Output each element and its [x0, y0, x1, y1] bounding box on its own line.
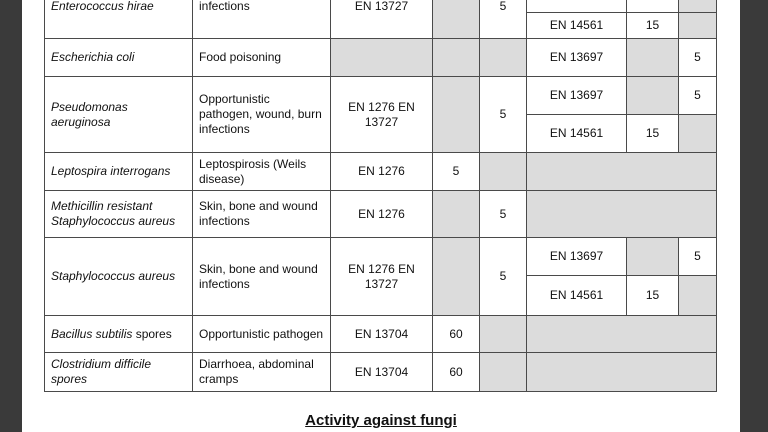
document-page	[22, 0, 740, 432]
table-row	[45, 153, 717, 191]
disease-cell: Opportunistic pathogen, wound, burn infections	[193, 77, 331, 153]
disease-cell: Skin, bone and wound infections	[193, 238, 331, 316]
value-cell-2	[480, 39, 527, 77]
value-cell-1: 60	[433, 353, 480, 392]
table-row	[45, 353, 717, 392]
standard-cell: EN 1276	[331, 153, 433, 191]
sub-area	[527, 153, 717, 191]
sub-standard-cell: EN 14561	[527, 276, 627, 316]
standard-cell: EN 13704	[331, 353, 433, 392]
value-cell-2: 5	[480, 191, 527, 238]
sub-value-cell	[627, 0, 679, 13]
value-cell-2: 5	[480, 77, 527, 153]
sub-area	[527, 191, 717, 238]
sub-standard-cell: EN 13697	[527, 39, 627, 77]
organism-cell: Enterococcus hirae	[45, 0, 193, 39]
value-cell-2: 5	[480, 0, 527, 39]
value-cell-2	[480, 316, 527, 353]
sub-value-cell: 15	[627, 115, 679, 153]
activity-table	[44, 0, 717, 392]
value-cell-1	[433, 77, 480, 153]
value-cell-1	[433, 238, 480, 316]
value-cell-1	[433, 0, 480, 39]
sub-value-cell: 15	[627, 276, 679, 316]
sub-value-cell-3	[679, 0, 717, 13]
value-cell-2	[480, 153, 527, 191]
section-heading: Activity against fungi	[305, 412, 457, 429]
disease-cell: infections	[193, 0, 331, 39]
standard-cell: EN 1276	[331, 191, 433, 238]
table-row	[45, 238, 717, 276]
value-cell-1	[433, 191, 480, 238]
organism-cell: Clostridium difficile spores	[45, 353, 193, 392]
value-cell-2	[480, 353, 527, 392]
sub-value-cell: 15	[627, 13, 679, 39]
disease-cell: Diarrhoea, abdominal cramps	[193, 353, 331, 392]
sub-value-cell-3: 5	[679, 77, 717, 115]
table-row	[45, 39, 717, 77]
sub-area	[527, 316, 717, 353]
organism-cell: Pseudomonas aeruginosa	[45, 77, 193, 153]
table-row	[45, 316, 717, 353]
organism-cell: Staphylococcus aureus	[45, 238, 193, 316]
value-cell-2: 5	[480, 238, 527, 316]
table-row	[45, 0, 717, 13]
organism-cell: Escherichia coli	[45, 39, 193, 77]
organism-cell: Leptospira interrogans	[45, 153, 193, 191]
value-cell-1	[433, 39, 480, 77]
sub-value-cell	[627, 77, 679, 115]
standard-cell	[331, 39, 433, 77]
disease-cell: Opportunistic pathogen	[193, 316, 331, 353]
disease-cell: Food poisoning	[193, 39, 331, 77]
value-cell-1: 5	[433, 153, 480, 191]
sub-value-cell	[627, 39, 679, 77]
standard-cell: EN 13704	[331, 316, 433, 353]
sub-standard-cell: EN 14561	[527, 13, 627, 39]
disease-cell: Skin, bone and wound infections	[193, 191, 331, 238]
sub-standard-cell	[527, 0, 627, 13]
sub-value-cell-3	[679, 13, 717, 39]
standard-cell: EN 13727	[331, 0, 433, 39]
sub-value-cell-3	[679, 115, 717, 153]
organism-name-suffix: spores	[132, 326, 172, 341]
value-cell-1: 60	[433, 316, 480, 353]
sub-standard-cell: EN 13697	[527, 77, 627, 115]
standard-cell: EN 1276 EN 13727	[331, 77, 433, 153]
table-row	[45, 191, 717, 238]
sub-value-cell-3: 5	[679, 238, 717, 276]
organism-name-italic: Bacillus subtilis	[51, 326, 133, 341]
sub-value-cell-3: 5	[679, 39, 717, 77]
sub-value-cell-3	[679, 276, 717, 316]
sub-area	[527, 353, 717, 392]
sub-standard-cell: EN 14561	[527, 115, 627, 153]
sub-value-cell	[627, 238, 679, 276]
disease-cell: Leptospirosis (Weils disease)	[193, 153, 331, 191]
organism-cell: Methicillin resistant Staphylococcus aureus	[45, 191, 193, 238]
sub-standard-cell: EN 13697	[527, 238, 627, 276]
standard-cell: EN 1276 EN 13727	[331, 238, 433, 316]
table-row	[45, 77, 717, 115]
organism-cell	[45, 316, 193, 353]
